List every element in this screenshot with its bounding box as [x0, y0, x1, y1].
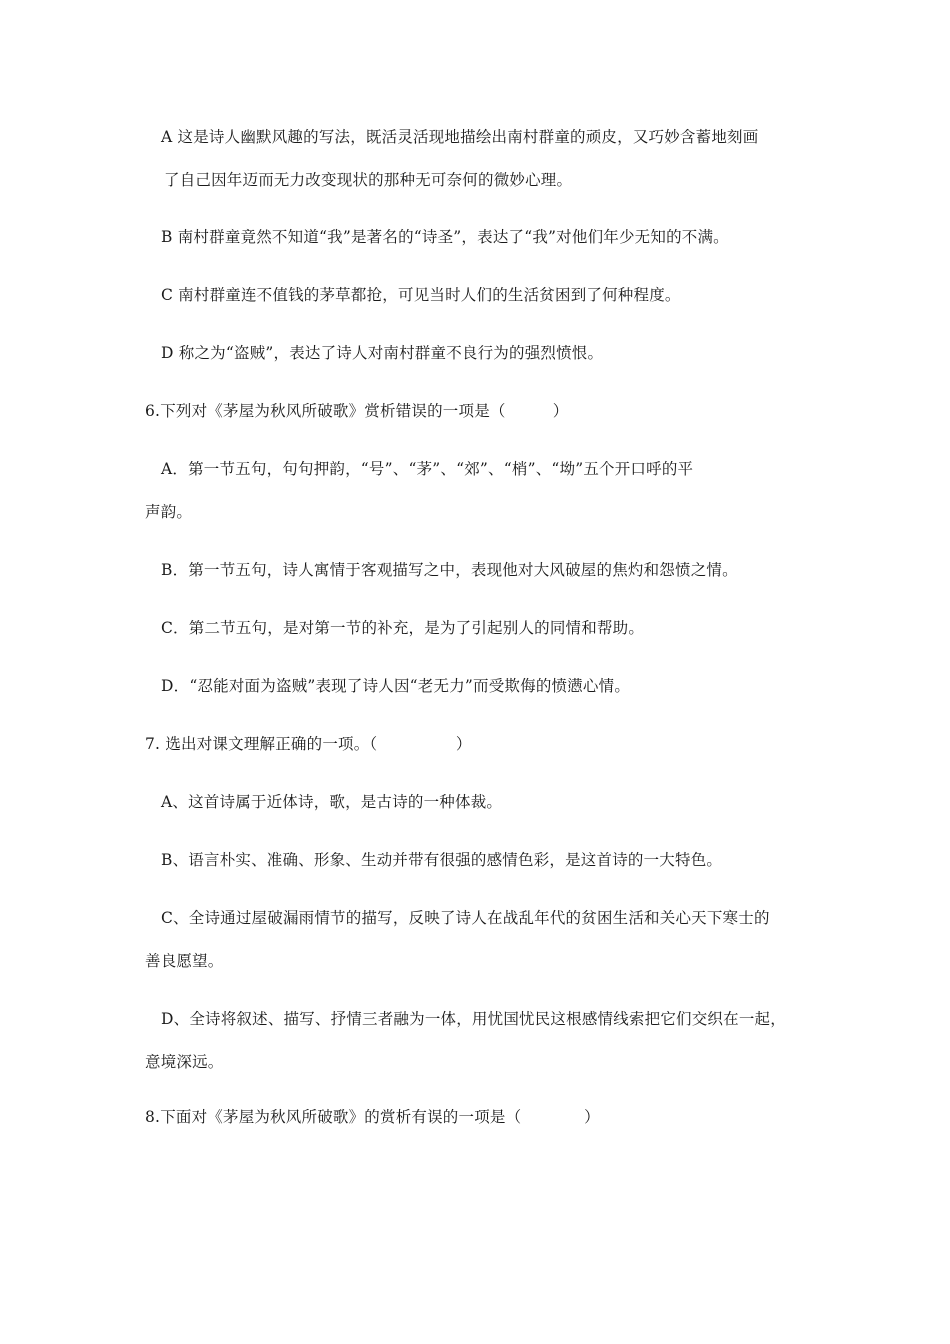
q7-option-d-line1: D、全诗将叙述、描写、抒情三者融为一体，用忧国忧民这根感情线索把它们交织在一起， — [161, 1010, 786, 1028]
q7-option-c-line1: C、全诗通过屋破漏雨情节的描写，反映了诗人在战乱年代的贫困生活和关心天下寒士的 — [161, 909, 770, 927]
q6-option-a-line1: A．第一节五句，句句押韵，“号”、“茅”、“郊”、“梢”、“坳”五个开口呼的平 — [161, 460, 694, 478]
q6-option-c: C．第二节五句，是对第一节的补充，是为了引起别人的同情和帮助。 — [161, 619, 645, 637]
q5-option-a-line1: A 这是诗人幽默风趣的写法，既活灵活现地描绘出南村群童的顽皮，又巧妙含蓄地刻画 — [161, 128, 759, 146]
q7-option-d-line2: 意境深远。 — [145, 1053, 224, 1071]
q5-option-c: C 南村群童连不值钱的茅草都抢，可见当时人们的生活贫困到了何种程度。 — [161, 286, 681, 304]
q7-stem: 7. 选出对课文理解正确的一项。（ ） — [145, 735, 472, 753]
q7-option-b: B、语言朴实、准确、形象、生动并带有很强的感情色彩，是这首诗的一大特色。 — [161, 851, 723, 869]
q8-stem: 8.下面对《茅屋为秋风所破歌》的赏析有误的一项是（ ） — [145, 1108, 600, 1126]
q6-stem: 6.下列对《茅屋为秋风所破歌》赏析错误的一项是（ ） — [145, 402, 569, 420]
q7-option-c-line2: 善良愿望。 — [145, 952, 224, 970]
q5-option-a-line2: 了自己因年迈而无力改变现状的那种无可奈何的微妙心理。 — [164, 171, 573, 189]
q6-option-a-line2: 声韵。 — [145, 503, 193, 521]
q7-option-a: A、这首诗属于近体诗，歌，是古诗的一种体裁。 — [161, 793, 503, 811]
q5-option-b: B 南村群童竟然不知道“我”是著名的“诗圣”，表达了“我”对他们年少无知的不满。 — [161, 228, 729, 246]
q6-option-b: B．第一节五句，诗人寓情于客观描写之中，表现他对大风破屋的焦灼和怨愤之情。 — [161, 561, 738, 579]
q5-option-d: D 称之为“盗贼”，表达了诗人对南村群童不良行为的强烈愤恨。 — [161, 344, 604, 362]
q6-option-d: D．“忍能对面为盗贼”表现了诗人因“老无力”而受欺侮的愤懑心情。 — [161, 677, 631, 695]
